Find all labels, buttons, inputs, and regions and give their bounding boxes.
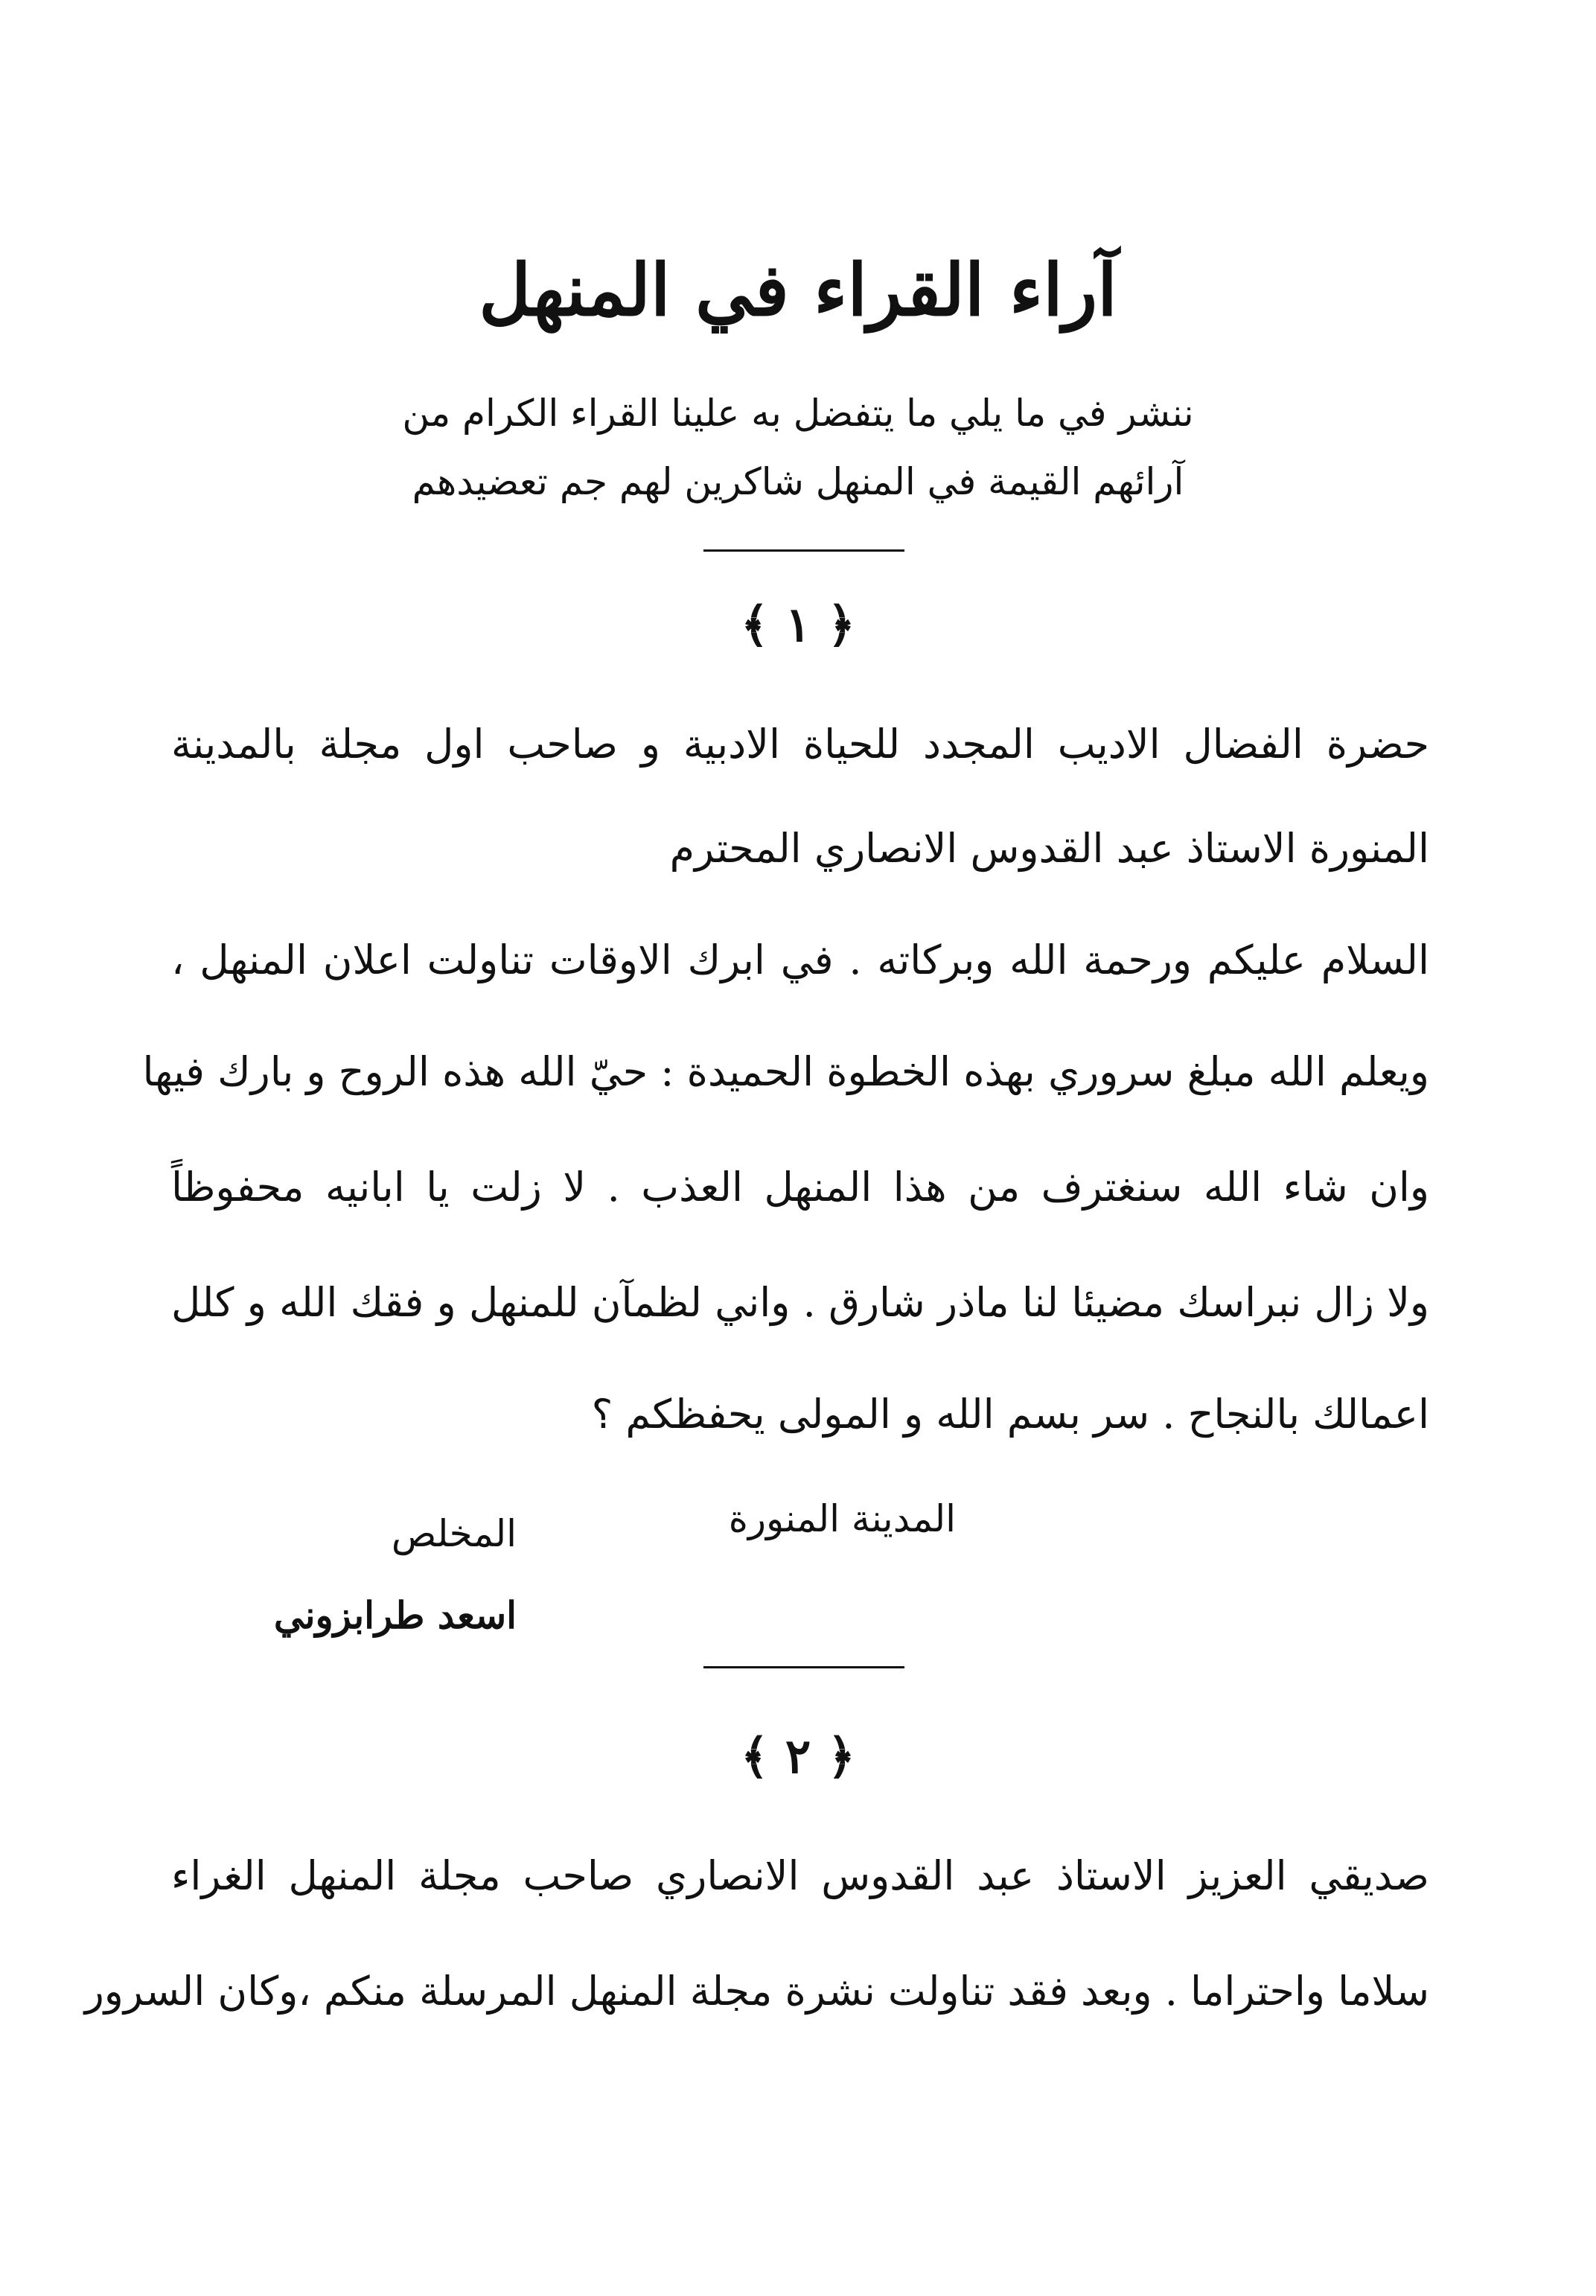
letter-1-closing: المخلص [391,1512,517,1555]
letter-1-line: وان شاء الله سنغترف من هذا المنهل العذب . لا زلت يا ابانيه محفوظاً [171,1164,1429,1211]
letter-1-signer: اسعد طرابزوني [273,1593,517,1637]
section-divider [703,549,904,552]
letter-1-line: حضرة الفضال الاديب المجدد للحياة الادبية و صاحب اول مجلة بالمدينة [171,721,1429,768]
letter-1-line: السلام عليكم ورحمة الله وبركاته . في ابرك الاوقات تناولت اعلان المنهل ، [171,937,1429,983]
intro-line-2: آرائهم القيمة في المنهل شاكرين لهم جم تعضيدهم [412,460,1184,503]
letter-1-number: ﴿ ١ ﴾ [741,597,855,653]
letter-1-line: المنورة الاستاذ عبد القدوس الانصاري المحترم [669,825,1429,872]
intro-line-1: ننشر في ما يلي ما يتفضل به علينا القراء الكرام من [402,392,1194,435]
letter-2-number: ﴿ ٢ ﴾ [741,1729,855,1785]
letter-2-line: صديقي العزيز الاستاذ عبد القدوس الانصاري صاحب مجلة المنهل الغراء [171,1852,1429,1899]
section-divider [703,1666,904,1668]
letter-1-line: اعمالك بالنجاح . سر بسم الله و المولى يحفظكم ؟ [591,1391,1429,1438]
letter-1-line: ولا زال نبراسك مضيئا لنا ماذر شارق . واني لظمآن للمنهل و فقك الله و كلل [171,1279,1429,1326]
letter-1-line: ويعلم الله مبلغ سروري بهذه الخطوة الحميدة : حيّ الله هذه الروح و بارك فيها [142,1048,1429,1095]
page-title: آراء القراء في المنهل [479,248,1117,332]
letter-2-line: سلاما واحتراما . وبعد فقد تناولت نشرة مجلة المنهل المرسلة منكم ،وكان السرور [84,1968,1429,2015]
letter-1-place: المدينة المنورة [728,1497,956,1540]
